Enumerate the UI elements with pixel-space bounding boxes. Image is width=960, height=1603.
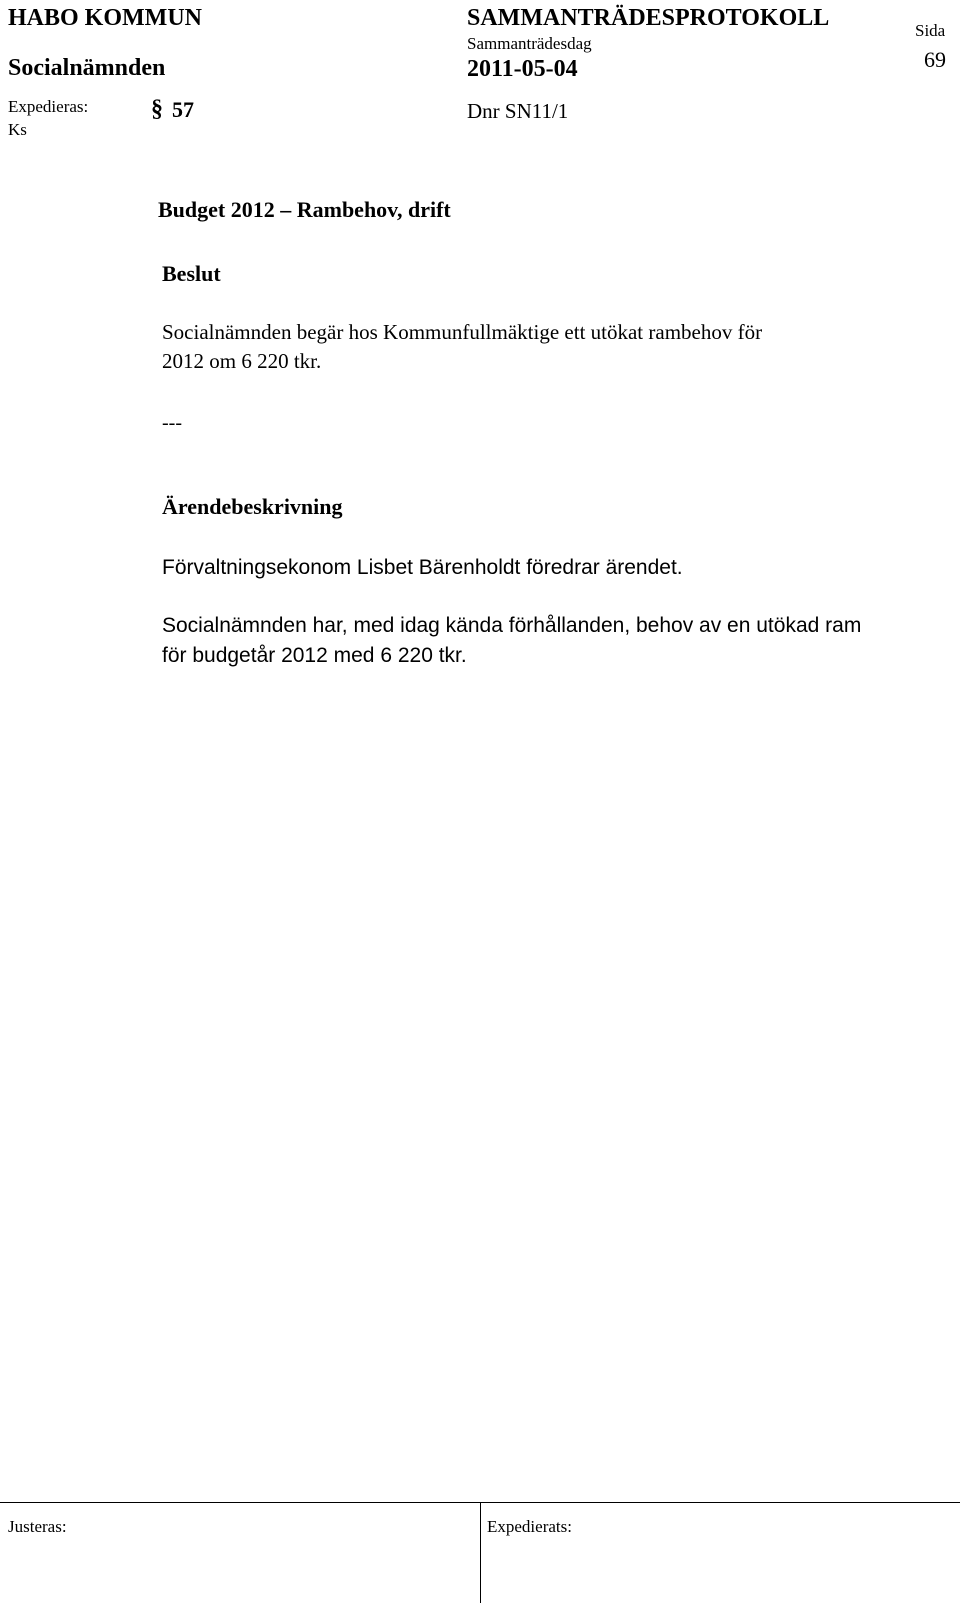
case-number: Dnr SN11/1 (467, 99, 569, 123)
description-paragraph-2-line-2: för budgetår 2012 med 6 220 tkr. (162, 644, 467, 667)
page-label: Sida (915, 21, 946, 40)
meeting-date-label: Sammanträdesdag (467, 34, 592, 53)
decision-text-line-1: Socialnämnden begär hos Kommunfullmäktige ett utökat rambehov för (162, 320, 763, 344)
meeting-date: 2011-05-04 (467, 56, 578, 82)
page-number: 69 (924, 47, 946, 72)
expedierats-label: Expedierats: (487, 1517, 572, 1536)
section-symbol: § (151, 96, 163, 122)
justeras-label: Justeras: (8, 1517, 67, 1536)
description-heading: Ärendebeskrivning (162, 494, 343, 519)
organization-name: HABO KOMMUN (8, 5, 202, 31)
expedieras-label: Expedieras: (8, 97, 89, 116)
section-number: 57 (172, 97, 194, 122)
protocol-title: SAMMANTRÄDESPROTOKOLL (467, 5, 830, 31)
description-paragraph-2-line-1: Socialnämnden har, med idag kända förhållanden, behov av en utökad ram (162, 614, 862, 637)
committee-name: Socialnämnden (8, 55, 166, 81)
description-paragraph-1: Förvaltningsekonom Lisbet Bärenholdt föredrar ärendet. (162, 556, 683, 579)
document-title: Budget 2012 – Rambehov, drift (158, 197, 451, 222)
separator: --- (162, 412, 182, 434)
decision-heading: Beslut (162, 261, 221, 286)
expedieras-value: Ks (8, 120, 27, 139)
decision-text-line-2: 2012 om 6 220 tkr. (162, 349, 322, 373)
footer-column-divider (480, 1502, 481, 1603)
